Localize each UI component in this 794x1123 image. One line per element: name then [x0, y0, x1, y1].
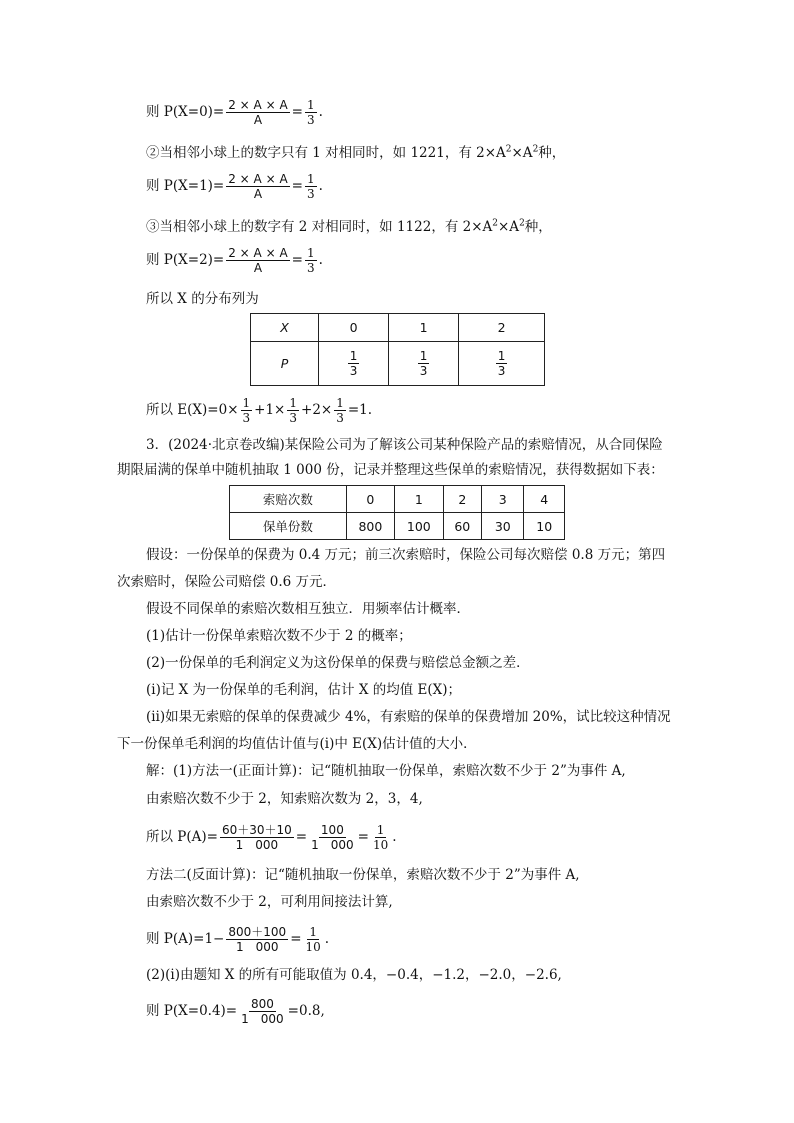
- fraction-denominator: 10: [305, 940, 321, 954]
- superscript: 2: [492, 218, 498, 229]
- fraction: [287, 396, 299, 425]
- fraction: [220, 823, 294, 852]
- fraction: [239, 997, 286, 1026]
- prob-x2-result: [305, 246, 317, 275]
- equals-sign: =: [291, 178, 303, 194]
- sub-question-2i: (ⅰ)记 X 为一份保单的毛利润，估计 X 的均值 E(X)；: [146, 682, 462, 698]
- equals-sign: =: [291, 104, 303, 120]
- period: .: [318, 104, 323, 120]
- fraction-denominator: 3: [242, 411, 251, 425]
- pa2-lead: 则 P(A)=1−: [146, 931, 225, 947]
- expectation-end: =1.: [347, 402, 373, 418]
- solution-px-line: [146, 997, 325, 1026]
- superscript: 2: [519, 218, 525, 229]
- fraction-numerator: 1: [336, 396, 344, 410]
- x-symbol: X: [280, 320, 289, 335]
- case-three-text-c: 种，: [524, 219, 552, 235]
- claims-value-cell: 100: [395, 513, 443, 540]
- claims-value-cell: 10: [524, 513, 565, 540]
- pa-lead: 所以 P(A)=: [146, 829, 218, 845]
- fraction-numerator: 1: [289, 396, 298, 410]
- prob-x0-result: [305, 98, 317, 127]
- distribution-prob-row: [251, 342, 545, 386]
- fraction: [334, 396, 346, 425]
- dist-header-cell: 1: [389, 314, 459, 342]
- fraction-denominator: 1 000: [241, 1012, 284, 1026]
- solution-method-two: 方法二(反面计算)：记“随机抽取一份保单，索赔次数不少于 2”为事件 A,: [146, 867, 580, 883]
- sub-question-2ii-line2: 下一份保单毛利润的均值估计值与(ⅰ)中 E(X)估计值的大小．: [117, 736, 477, 752]
- solution-line7: (2)(ⅰ)由题知 X 的所有可能取值为 0.4，−0.4，−1.2，−2.0，−2.6,: [146, 967, 562, 983]
- period: .: [324, 931, 330, 947]
- solution-pa2-line: [146, 925, 329, 954]
- claims-header-cell: 2: [443, 486, 482, 513]
- dist-header-cell: 2: [459, 314, 545, 342]
- fraction-denominator: 1 000: [311, 838, 354, 852]
- expectation-line: [146, 396, 372, 425]
- prob-x1-line: [146, 172, 323, 201]
- case-two-text-c: 种，: [538, 145, 566, 161]
- expectation-term: +1×: [254, 402, 286, 418]
- fraction-numerator: 1: [306, 172, 315, 186]
- fraction-denominator: 3: [497, 364, 506, 378]
- prob-x2-lead: 则 P(X=2)=: [146, 252, 225, 268]
- assumption-line2: 次索赔时，保险公司赔偿 0.6 万元．: [117, 574, 337, 590]
- expectation-term: +2×: [301, 402, 333, 418]
- fraction-denominator: 1 000: [235, 838, 279, 852]
- fraction-numerator: 1: [419, 349, 428, 363]
- sub-question-1: (1)估计一份保单索赔次数不少于 2 的概率；: [146, 628, 412, 644]
- case-three-text-a: ③当相邻小球上的数字有 2 对相同时，如 1122，有 2×A: [146, 219, 493, 235]
- claims-value-cell: 800: [346, 513, 394, 540]
- dist-header-x: [251, 314, 319, 342]
- fraction-numerator: 1: [376, 823, 385, 837]
- fraction: [241, 396, 253, 425]
- superscript: 2: [532, 144, 539, 155]
- prob-x1-lead: 则 P(X=1)=: [146, 178, 225, 194]
- fraction-denominator: 1 000: [236, 940, 279, 954]
- fraction: [226, 925, 288, 954]
- fraction-numerator: 100: [320, 823, 344, 837]
- dist-prob-cell: [389, 342, 459, 386]
- fraction-numerator: 1: [242, 396, 251, 410]
- claims-value-cell: 60: [443, 513, 482, 540]
- fraction-numerator: 1: [306, 246, 315, 260]
- distribution-header-row: [251, 314, 545, 342]
- question-three-line1: 3．(2024·北京卷改编)某保险公司为了解该公司某种保险产品的索赔情况，从合同保险: [146, 437, 663, 453]
- equals-sign: =: [290, 931, 302, 947]
- fraction: [304, 925, 323, 954]
- claims-header-cell: 0: [346, 486, 394, 513]
- fraction-numerator: 1: [306, 98, 315, 112]
- fraction-numerator: 2 × A × A: [228, 98, 288, 112]
- assumption-line3: 假设不同保单的索赔次数相互独立．用频率估计概率．: [146, 601, 470, 617]
- solution-line5: 由索赔次数不少于 2，可利用间接法计算,: [146, 894, 393, 910]
- claims-header-row: [230, 486, 565, 513]
- fraction-denominator: 10: [372, 838, 389, 852]
- fraction-denominator: A: [253, 113, 263, 127]
- fraction-numerator: 1: [349, 349, 358, 363]
- fraction-numerator: 800＋100: [228, 925, 287, 939]
- dist-prob-cell: [319, 342, 389, 386]
- claims-row-label: 保单份数: [230, 513, 347, 540]
- dist-header-cell: 0: [319, 314, 389, 342]
- fraction-denominator: 3: [306, 187, 315, 201]
- equals-sign: =: [295, 829, 308, 845]
- claims-header-cell: 4: [524, 486, 565, 513]
- period: .: [318, 178, 323, 194]
- fraction-numerator: 1: [497, 349, 506, 363]
- px-lead: 则 P(X=0.4)=: [146, 1003, 238, 1019]
- sub-question-2: (2)一份保单的毛利润定义为这份保单的保费与赔偿总金额之差．: [146, 655, 530, 671]
- px-end: =0.8,: [287, 1003, 325, 1019]
- case-two-text-a: ②当相邻小球上的数字只有 1 对相同时，如 1221，有 2×A: [146, 145, 506, 161]
- case-three-text-b: ×A: [498, 219, 520, 235]
- fraction-denominator: A: [253, 187, 263, 201]
- prob-x2-line: [146, 246, 323, 275]
- fraction-numerator: 2 × A × A: [228, 246, 288, 260]
- solution-line2: 由索赔次数不少于 2，知索赔次数为 2，3，4,: [146, 791, 423, 807]
- prob-x0-line: [146, 98, 323, 127]
- prob-x0-fraction: [226, 98, 289, 127]
- expectation-lead: 所以 E(X)=0×: [146, 402, 239, 418]
- fraction-denominator: 3: [419, 364, 428, 378]
- fraction-denominator: 3: [306, 113, 315, 127]
- p-symbol: P: [280, 356, 289, 371]
- claims-value-row: [230, 513, 565, 540]
- solution-pa-line: [146, 823, 397, 852]
- equals-sign: =: [291, 252, 303, 268]
- distribution-intro: 所以 X 的分布列为: [146, 291, 259, 307]
- case-two-text-b: ×A: [511, 145, 533, 161]
- question-three-line2: 期限届满的保单中随机抽取 1 000 份，记录并整理这些保单的索赔情况，获得数据如下表：: [117, 462, 664, 478]
- prob-x2-fraction: [226, 246, 289, 275]
- prob-x1-result: [305, 172, 317, 201]
- fraction-denominator: 3: [336, 411, 344, 425]
- fraction-denominator: 3: [306, 261, 315, 275]
- prob-x0-lead: 则 P(X=0)=: [146, 104, 225, 120]
- fraction-denominator: A: [253, 261, 263, 275]
- fraction-numerator: 800: [250, 997, 274, 1011]
- fraction-denominator: 3: [349, 364, 358, 378]
- prob-x1-fraction: [226, 172, 289, 201]
- claims-header-cell: 3: [482, 486, 524, 513]
- distribution-table: [250, 313, 545, 386]
- case-three-text: [146, 218, 552, 236]
- fraction-numerator: 60＋30＋10: [221, 823, 292, 837]
- assumption-line1: 假设：一份保单的保费为 0.4 万元；前三次索赔时，保险公司每次赔偿 0.8 万元；第四: [146, 547, 666, 563]
- fraction-numerator: 1: [309, 925, 317, 939]
- superscript: 2: [505, 144, 512, 155]
- fraction: [371, 823, 390, 852]
- claims-header-cell: 1: [395, 486, 443, 513]
- solution-line1: 解：(1)方法一(正面计算)：记“随机抽取一份保单，索赔次数不少于 2”为事件 A,: [146, 763, 626, 779]
- sub-question-2ii-line1: (ⅱ)如果无索赔的保单的保费减少 4%，有索赔的保单的保费增加 20%，试比较这种情况: [146, 709, 671, 725]
- claims-value-cell: 30: [482, 513, 524, 540]
- period: .: [318, 252, 323, 268]
- claims-table: [229, 485, 565, 540]
- dist-row-label: [251, 342, 319, 386]
- claims-header-label: 索赔次数: [230, 486, 347, 513]
- fraction-denominator: 3: [289, 411, 298, 425]
- period: .: [392, 829, 397, 845]
- fraction: [309, 823, 356, 852]
- dist-prob-cell: [459, 342, 545, 386]
- fraction-numerator: 2 × A × A: [228, 172, 288, 186]
- case-two-text: [146, 144, 565, 162]
- equals-sign: =: [357, 829, 369, 845]
